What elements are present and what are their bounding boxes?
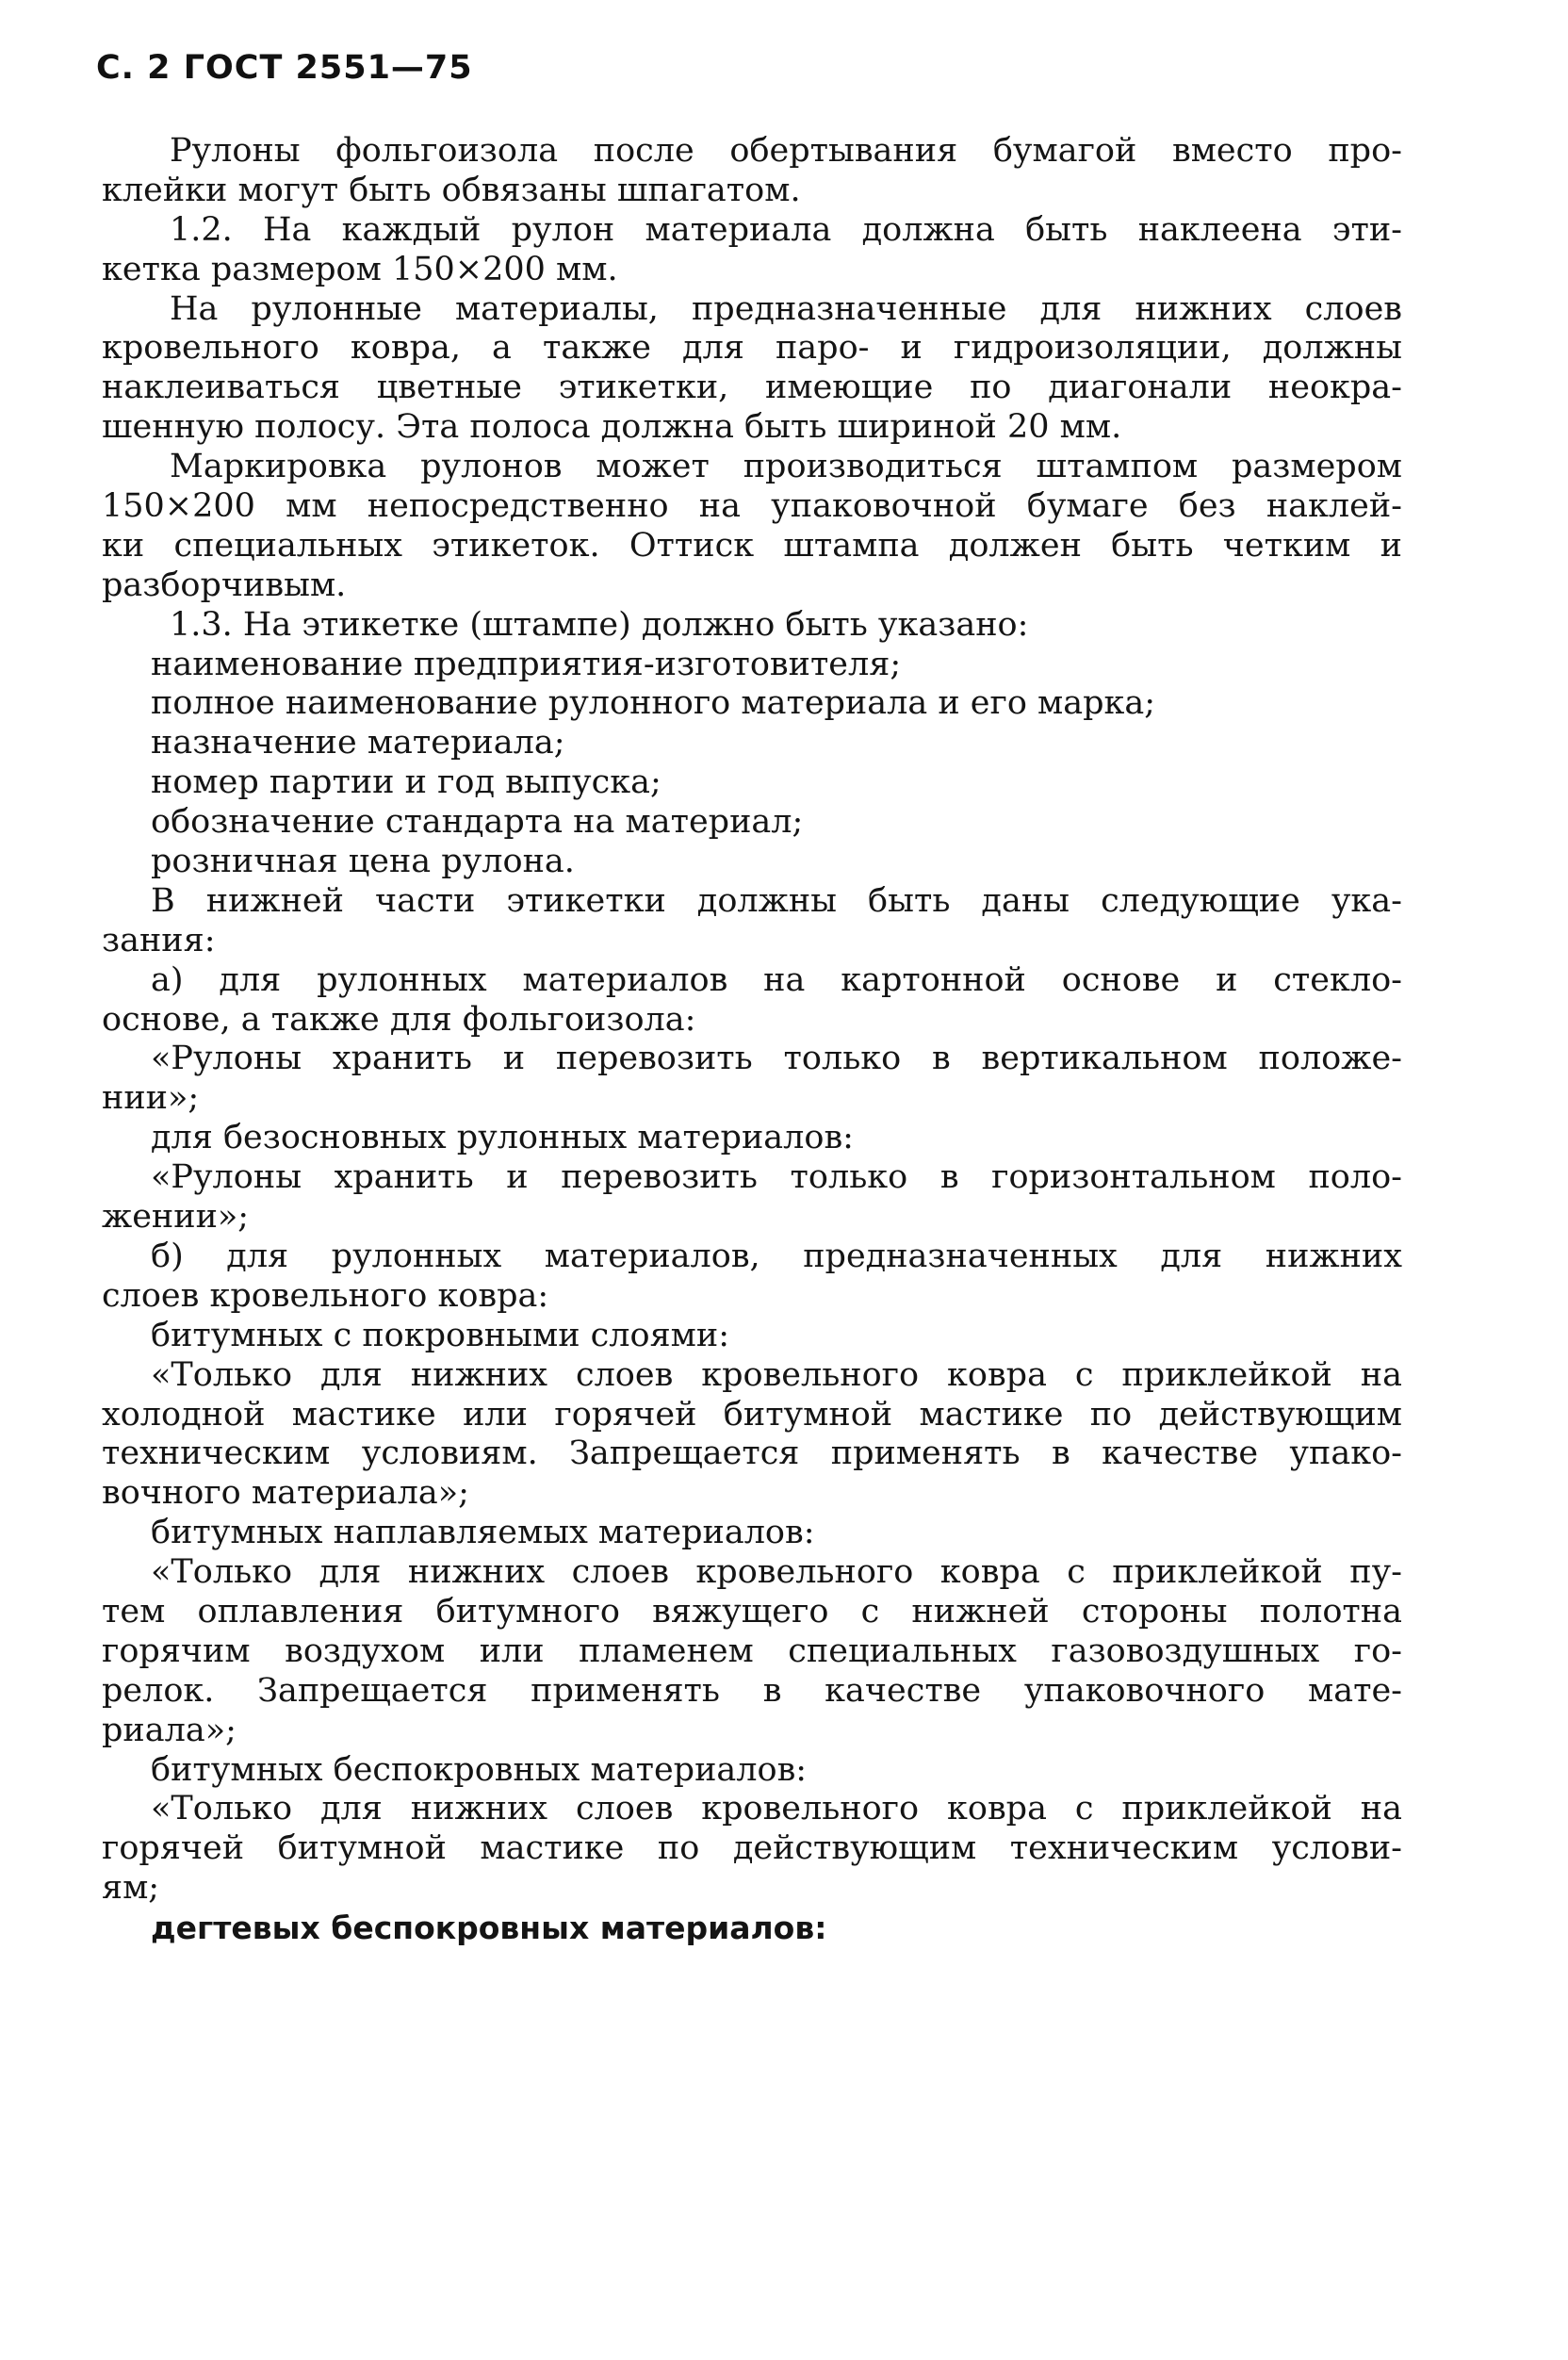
text-line: риала»; (102, 1711, 237, 1749)
text-line: На рулонные материалы, предназначенные для нижних слоев (170, 289, 1402, 328)
text-line: битумных беспокровных материалов: (151, 1750, 808, 1789)
text-line: битумных с покровными слоями: (151, 1316, 730, 1354)
list-item: наименование предприятия-изготовителя; (151, 645, 902, 683)
text-line: шенную полосу. Эта полоса должна быть шириной 20 мм. (102, 408, 1122, 447)
text-line: основе, а также для фольгоизола: (102, 1000, 696, 1039)
text-line: техническим условиям. Запрещается применять в качестве упако- (102, 1434, 1402, 1473)
text-line: 150×200 мм непосредственно на упаковочной бумаге без наклей- (102, 487, 1402, 526)
text-line: тем оплавления битумного вяжущего с нижней стороны полотна (102, 1592, 1402, 1631)
text-line: релок. Запрещается применять в качестве упаковочного мате- (102, 1671, 1402, 1710)
text-line: ям; (102, 1869, 160, 1908)
list-item: назначение материала; (151, 724, 565, 762)
text-line: «Только для нижних слоев кровельного ковра с приклейкой пу- (151, 1553, 1402, 1592)
document-body (102, 132, 1402, 1948)
text-line: холодной мастике или горячей битумной мастике по действующим (102, 1395, 1402, 1434)
text-line: слоев кровельного ковра: (102, 1276, 549, 1315)
text-line: битумных наплавляемых материалов: (151, 1514, 815, 1552)
text-line: б) для рулонных материалов, предназначенных для нижних (151, 1237, 1402, 1275)
text-line: В нижней части этикетки должны быть даны следующие ука- (151, 881, 1402, 920)
text-line: кетка размером 150×200 мм. (102, 250, 618, 288)
text-line: 1.2. На каждый рулон материала должна быть наклеена эти- (170, 210, 1402, 249)
text-line: нии»; (102, 1079, 200, 1118)
text-line: жении»; (102, 1198, 250, 1237)
text-line: кровельного ковра, а также для паро- и гидроизоляции, должны (102, 329, 1402, 368)
list-item: розничная цена рулона. (151, 843, 575, 881)
text-line: наклеиваться цветные этикетки, имеющие по диагонали неокра- (102, 369, 1402, 407)
text-line: 1.3. На этикетке (штампе) должно быть указано: (170, 605, 1029, 644)
text-line: ки специальных этикеток. Оттиск штампа должен быть четким и (102, 526, 1402, 565)
text-line: «Только для нижних слоев кровельного ковра с приклейкой на (151, 1355, 1402, 1394)
list-item: полное наименование рулонного материала и его марка; (151, 684, 1156, 723)
list-item: номер партии и год выпуска; (151, 763, 662, 802)
text-line: для безосновных рулонных материалов: (151, 1119, 854, 1157)
text-line: Рулоны фольгоизола после обертывания бумагой вместо про- (170, 132, 1402, 170)
text-line: вочного материала»; (102, 1474, 469, 1513)
text-line: Маркировка рулонов может производиться штампом размером (170, 448, 1402, 486)
text-line: разборчивым. (102, 565, 347, 604)
list-item: обозначение стандарта на материал; (151, 803, 804, 842)
text-line: горячим воздухом или пламенем специальных газовоздушных го- (102, 1631, 1402, 1670)
text-line: клейки могут быть обвязаны шпагатом. (102, 171, 801, 209)
text-line: «Рулоны хранить и перевозить только в вертикальном положе- (151, 1040, 1402, 1078)
text-line: «Только для нижних слоев кровельного ковра с приклейкой на (151, 1790, 1402, 1828)
text-line: «Рулоны хранить и перевозить только в горизонтальном поло- (151, 1158, 1402, 1197)
text-line: зания: (102, 921, 216, 959)
bold-heading-line: дегтевых беспокровных материалов: (151, 1909, 827, 1947)
text-line: а) для рулонных материалов на картонной основе и стекло- (151, 960, 1402, 999)
text-line: горячей битумной мастике по действующим техническим услови- (102, 1829, 1402, 1868)
page-header: С. 2 ГОСТ 2551—75 (96, 49, 473, 87)
